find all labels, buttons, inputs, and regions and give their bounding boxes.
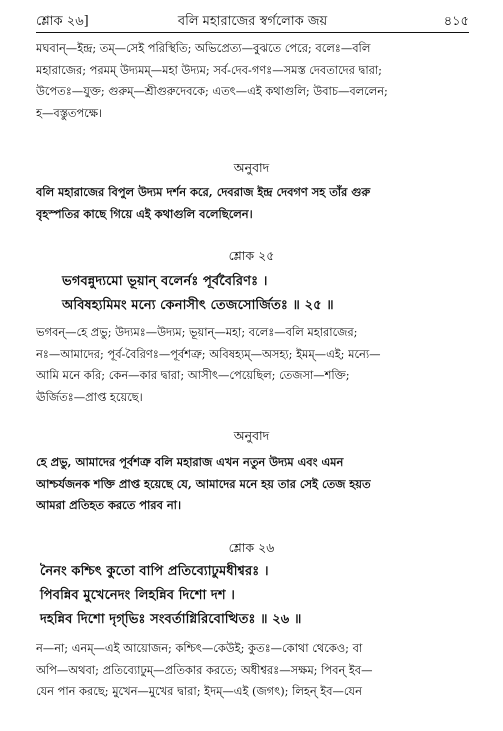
header-page-number: ৪১৫ bbox=[443, 14, 469, 29]
verse-line: পিবন্নিব মুখেনেদং লিহন্নিব দিশো দশ । bbox=[40, 588, 235, 603]
synonym-line: মহারাজের; পরমম্ উদ্যমম্—মহা উদ্যম; সর্ব-দেব-গণঃ—সমস্ত দেবতাদের দ্বারা; bbox=[36, 62, 383, 77]
verse-text bbox=[36, 270, 469, 318]
synonym-line: আমি মনে করি; কেন—কার দ্বারা; আসীৎ—পেয়েছিল; তেজসা—শক্তি; bbox=[36, 368, 350, 383]
verse-line: নৈনং কশ্চিৎ কুতো বাপি প্রতিব্যোঢুমধীশ্বরঃ । bbox=[40, 564, 269, 579]
translation-block bbox=[36, 452, 469, 517]
translation-line: বলি মহারাজের বিপুল উদ্যম দর্শন করে, দেবরাজ ইন্দ্র দেবগণ সহ তাঁর গুরু bbox=[36, 185, 371, 199]
translation-line: হে প্রভু, আমাদের পূর্বশত্রু বলি মহারাজ এখন নতুন উদ্যম এবং এমন bbox=[36, 455, 344, 469]
translation-line: বৃহস্পতির কাছে গিয়ে এই কথাগুলি বলেছিলেন। bbox=[36, 206, 253, 221]
running-header bbox=[36, 8, 469, 34]
verse-line: ভগবন্নুদ্যমো ভূয়ান্ বলের্নঃ পূর্ববৈরিণঃ । bbox=[62, 274, 268, 289]
verse-line: অবিষহ্যমিমং মন্যে কেনাসীৎ তেজসোর্জিতঃ ॥ ২৫ ॥ bbox=[62, 298, 334, 313]
synonym-line: নঃ—আমাদের; পূর্ব-বৈরিণঃ—পূর্বশত্রু; অবিষহ্যম্—অসহ্য; ইমম্—এই; মন্যে— bbox=[36, 346, 381, 361]
verse-heading: শ্লোক ২৫ bbox=[228, 248, 275, 263]
header-verse-ref: শ্লোক ২৬] bbox=[36, 14, 89, 29]
synonym-line: মঘবান্—ইন্দ্র; তম্—সেই পরিস্থিতি; অভিপ্রেত্য—বুঝতে পেরে; বলেঃ—বলি bbox=[36, 41, 371, 55]
synonyms-block bbox=[36, 322, 469, 408]
synonym-line: অপি—অথবা; প্রতিব্যোঢুম্—প্রতিকার করতে; অধীশ্বরঃ—সক্ষম; পিবন্ ইব— bbox=[36, 662, 373, 677]
header-rule bbox=[36, 32, 469, 33]
synonym-line: উপেতঃ—যুক্ত; গুরুম্—শ্রীগুরুদেবকে; এতৎ—এই কথাগুলি; উবাচ—বললেন; bbox=[36, 84, 388, 99]
synonyms-block-top bbox=[36, 38, 469, 124]
translation-line: আমরা প্রতিহত করতে পারব না। bbox=[36, 498, 182, 513]
verse-line: দহন্নিব দিশো দৃগ্‌ভিঃ সংবর্তাগ্নিরিবোত্থিতঃ ॥ ২৬ ॥ bbox=[40, 612, 302, 627]
header-chapter-title: বলি মহারাজের স্বর্গলোক জয় bbox=[177, 14, 328, 29]
translation-line: আশ্চর্যজনক শক্তি প্রাপ্ত হয়েছে যে, আমাদের মনে হয় তার সেই তেজ হয়ত bbox=[36, 476, 371, 491]
synonym-line: হ—বস্তুতপক্ষে। bbox=[36, 105, 103, 120]
translation-heading: অনুবাদ bbox=[233, 160, 270, 175]
synonym-line: যেন পান করছে; মুখেন—মুখের দ্বারা; ইদম্—এই (জগৎ); লিহন্ ইব—যেন bbox=[36, 684, 362, 699]
synonym-line: ভগবন্—হে প্রভু; উদ্যমঃ—উদ্যম; ভূয়ান্—মহা; বলেঃ—বলি মহারাজের; bbox=[36, 325, 358, 339]
synonym-line: ন—না; এনম্—এই আয়োজন; কশ্চিৎ—কেউই; কুতঃ—কোথা থেকেও; বা bbox=[36, 641, 363, 655]
verse-text bbox=[36, 560, 469, 632]
verse-heading: শ্লোক ২৬ bbox=[228, 540, 275, 555]
translation-block bbox=[36, 182, 469, 225]
translation-heading: অনুবাদ bbox=[233, 428, 270, 443]
synonym-line: ঊর্জিতঃ—প্রাপ্ত হয়েছে। bbox=[36, 389, 143, 404]
synonyms-block bbox=[36, 638, 469, 703]
